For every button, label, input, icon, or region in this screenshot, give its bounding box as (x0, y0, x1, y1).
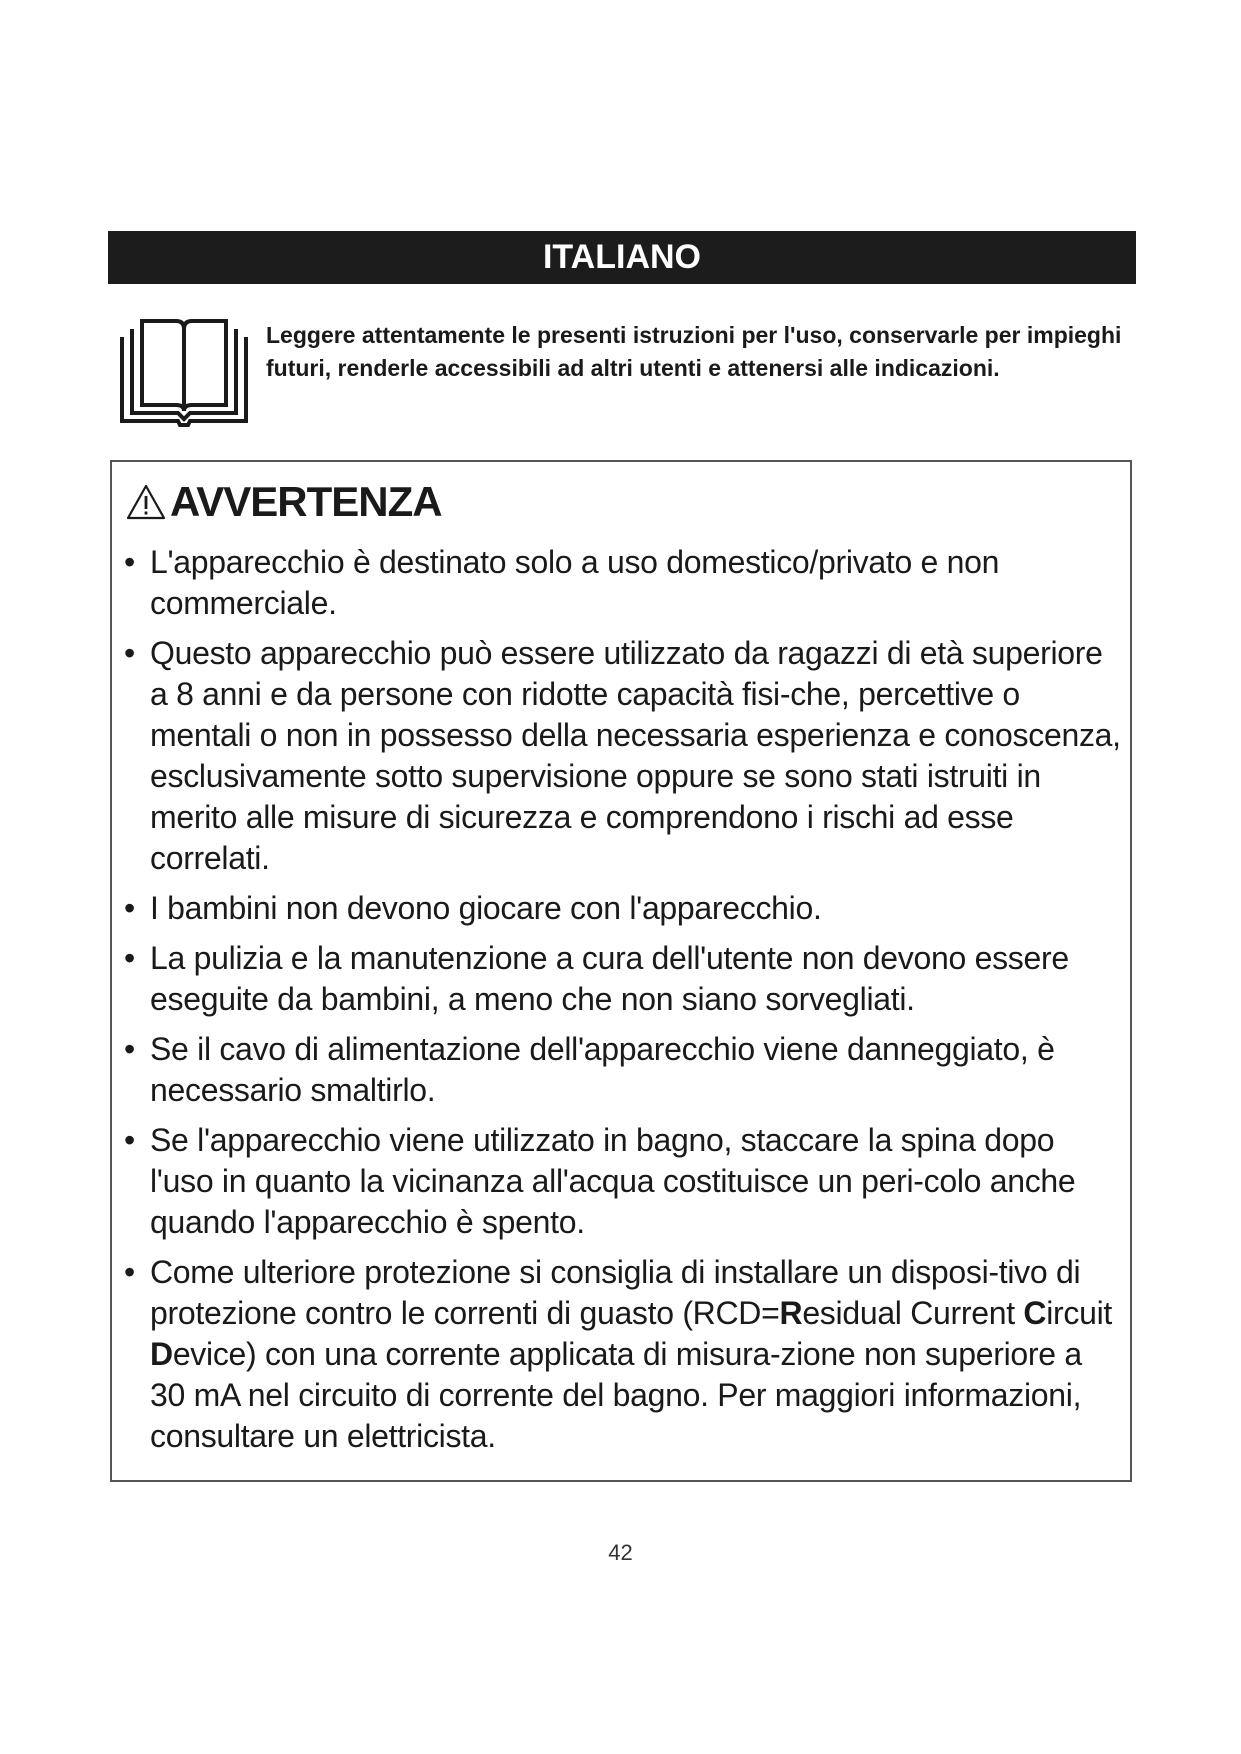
rcd-text-part1: Come ulteriore protezione si consiglia di installare un disposi-tivo di protezione contro le correnti di guasto (RCD= (150, 1254, 1081, 1331)
bullet: • (124, 544, 135, 580)
bullet: • (124, 1122, 135, 1158)
list-item-text: Se il cavo di alimentazione dell'apparecchio viene danneggiato, è necessario smaltirlo. (150, 1031, 1055, 1108)
warning-list (124, 542, 1124, 1466)
page-number: 42 (608, 1540, 633, 1565)
book-icon (118, 315, 250, 427)
list-item-text: La pulizia e la manutenzione a cura dell'utente non devono essere eseguite da bambini, a meno che non siano sorvegliati. (150, 940, 1069, 1017)
intro-text: Leggere attentamente le presenti istruzioni per l'uso, conservarle per impieghi futuri, renderle accessibili ad altri utenti e attenersi alle indicazioni. (266, 322, 1122, 381)
list-item (124, 1120, 1124, 1243)
warning-triangle-icon (126, 483, 166, 521)
bullet: • (124, 890, 135, 926)
list-item-rcd (124, 1252, 1124, 1457)
list-item-text: L'apparecchio è destinato solo a uso domestico/privato e non commerciale. (150, 544, 1000, 621)
rcd-bold-c: C (1023, 1295, 1047, 1331)
list-item (124, 938, 1124, 1020)
list-item (124, 542, 1124, 624)
rcd-bold-r: R (779, 1295, 803, 1331)
warning-box (110, 460, 1132, 1482)
language-header (108, 231, 1136, 284)
intro-section (118, 315, 1138, 430)
bullet: • (124, 635, 135, 671)
language-label: ITALIANO (542, 238, 701, 276)
bullet: • (124, 1254, 135, 1290)
bullet: • (124, 1031, 135, 1067)
rcd-bold-d: D (150, 1336, 173, 1372)
rcd-text-part4: evice) con una corrente applicata di misura-zione non superiore a 30 mA nel circuito di corrente del bagno. Per maggiori informazioni, consultare un elettricista. (150, 1336, 1082, 1454)
rcd-text-part2: esidual Current (802, 1295, 1024, 1331)
warning-heading (126, 474, 442, 530)
list-item (124, 633, 1124, 879)
list-item (124, 888, 1124, 929)
rcd-text-part3: ircuit (1046, 1295, 1112, 1331)
bullet: • (124, 940, 135, 976)
list-item-text: I bambini non devono giocare con l'apparecchio. (150, 890, 822, 926)
list-item (124, 1029, 1124, 1111)
list-item-text: Questo apparecchio può essere utilizzato da ragazzi di età superiore a 8 anni e da persone con ridotte capacità fisi-che, percettive o mentali o non in possesso della necessaria esperienza e conoscenza, esclusivamente sotto supervisione oppure se sono stati istruiti in merito alle misure di sicurezza e comprendono i rischi ad esse correlati. (150, 635, 1121, 876)
warning-title: AVVERTENZA (170, 478, 442, 525)
list-item-text: Se l'apparecchio viene utilizzato in bagno, staccare la spina dopo l'uso in quanto la vicinanza all'acqua costituisce un peri-colo anche quando l'apparecchio è spento. (150, 1122, 1076, 1240)
